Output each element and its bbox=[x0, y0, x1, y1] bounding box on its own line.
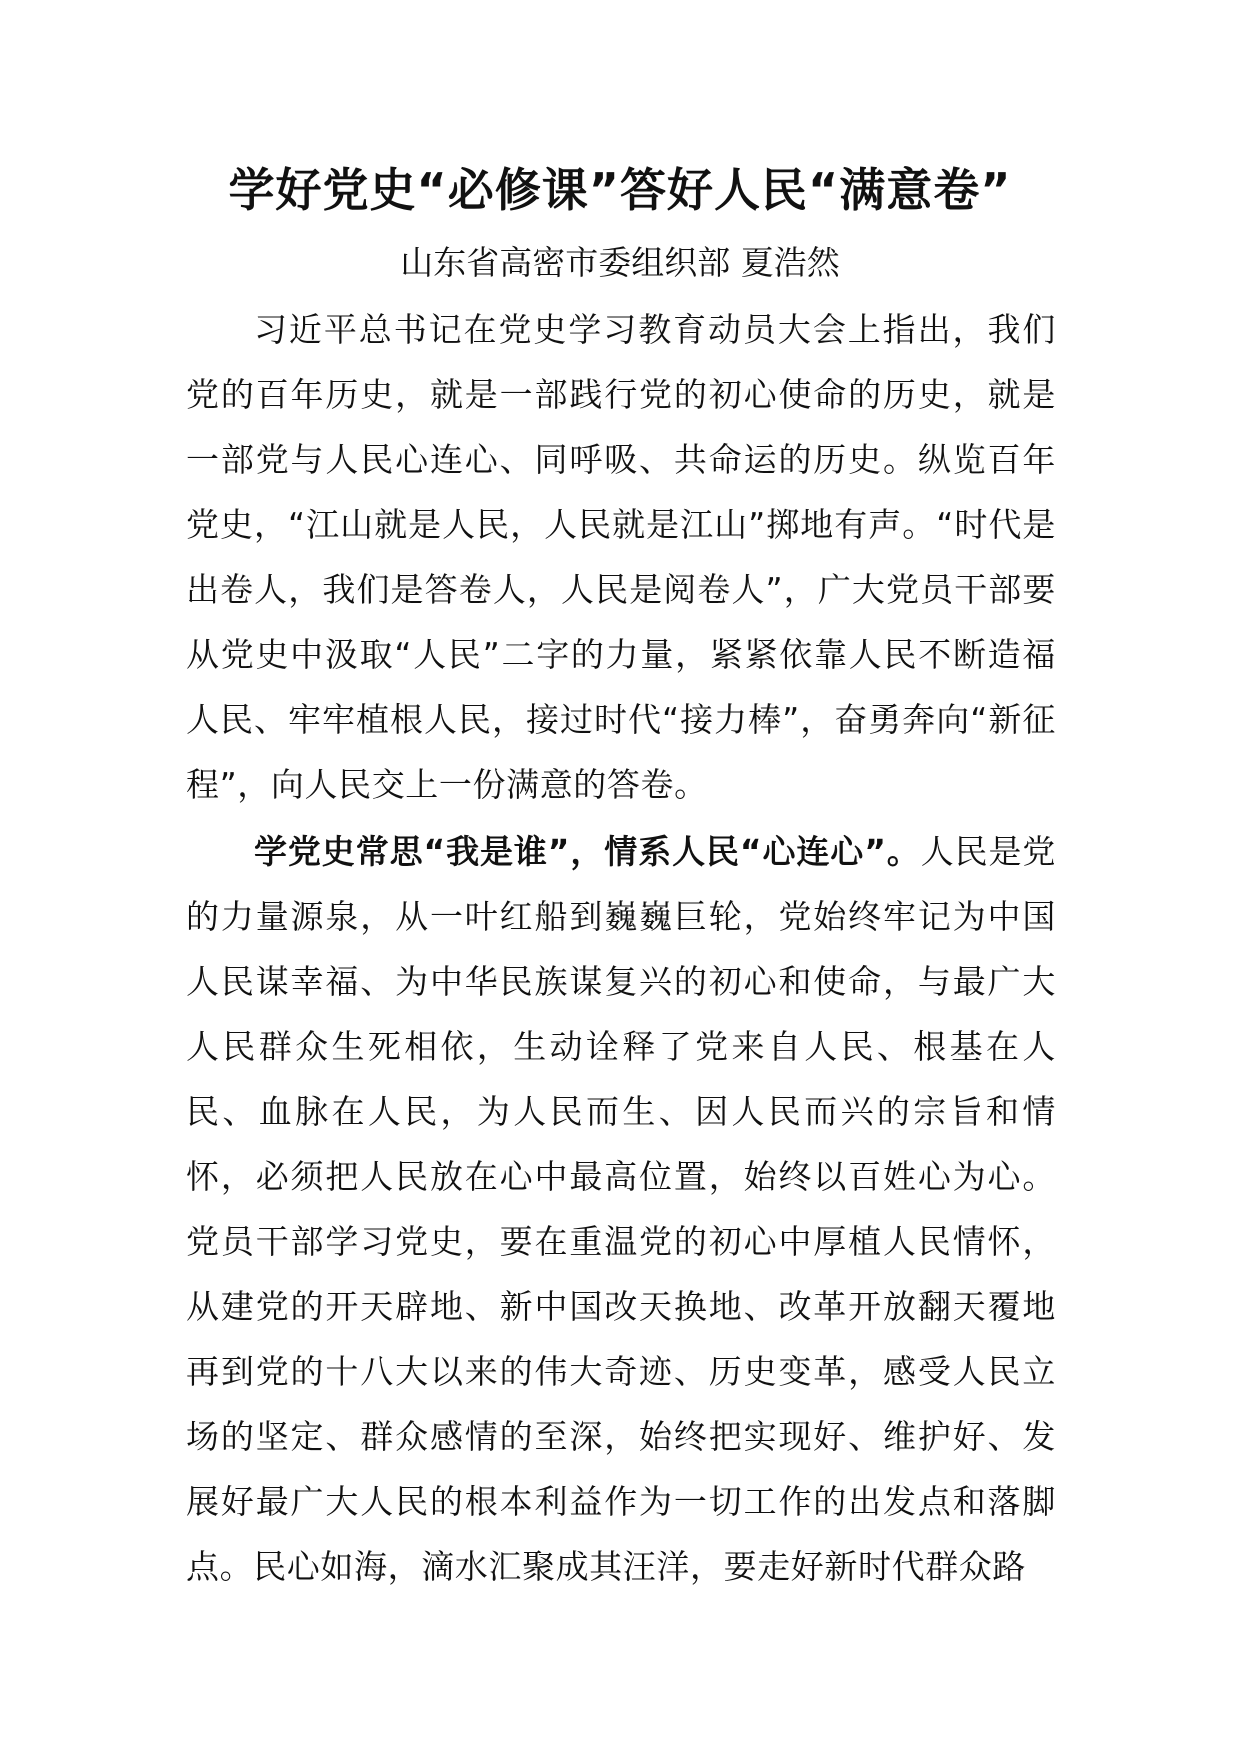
paragraph-text: 人民是党的力量源泉，从一叶红船到巍巍巨轮，党始终牢记为中国人民谋幸福、为中华民族谋复兴的初心和使命，与最广大人民群众生死相依，生动诠释了党来自人民、根基在人民、血脉在人民，为人民而生、因人民而兴的宗旨和情怀，必须把人民放在心中最高位置，始终以百姓心为心。党员干部学习党史，要在重温党的初心中厚植人民情怀，从建党的开天辟地、新中国改天换地、改革开放翻天覆地再到党的十八大以来的伟大奇迹、历史变革，感受人民立场的坚定、群众感情的至深，始终把实现好、维护好、发展好最广大人民的根本利益作为一切工作的出发点和落脚点。民心如海，滴水汇聚成其汪洋，要走好新时代群众路 bbox=[186, 832, 1056, 1586]
author-byline: 山东省高密市委组织部 夏浩然 bbox=[400, 243, 840, 282]
paragraph-text: 习近平总书记在党史学习教育动员大会上指出，我们党的百年历史，就是一部践行党的初心使命的历史，就是一部党与人民心连心、同呼吸、共命运的历史。纵览百年党史，“江山就是人民，人民就是江山”掷地有声。“时代是出卷人，我们是答卷人，人民是阅卷人”，广大党员干部要从党史中汲取“人民”二字的力量，紧紧依靠人民不断造福人民、牢牢植根人民，接过时代“接力棒”，奋勇奔向“新征程”，向人民交上一份满意的答卷。 bbox=[186, 310, 1056, 804]
document-body bbox=[186, 297, 1056, 1599]
paragraph-intro bbox=[186, 297, 1056, 817]
paragraph-lead: 学党史常思“我是谁”，情系人民“心连心”。 bbox=[254, 832, 921, 871]
document-title: 学好党史“必修课”答好人民“满意卷” bbox=[228, 163, 1012, 217]
paragraph-section-1 bbox=[186, 819, 1056, 1599]
